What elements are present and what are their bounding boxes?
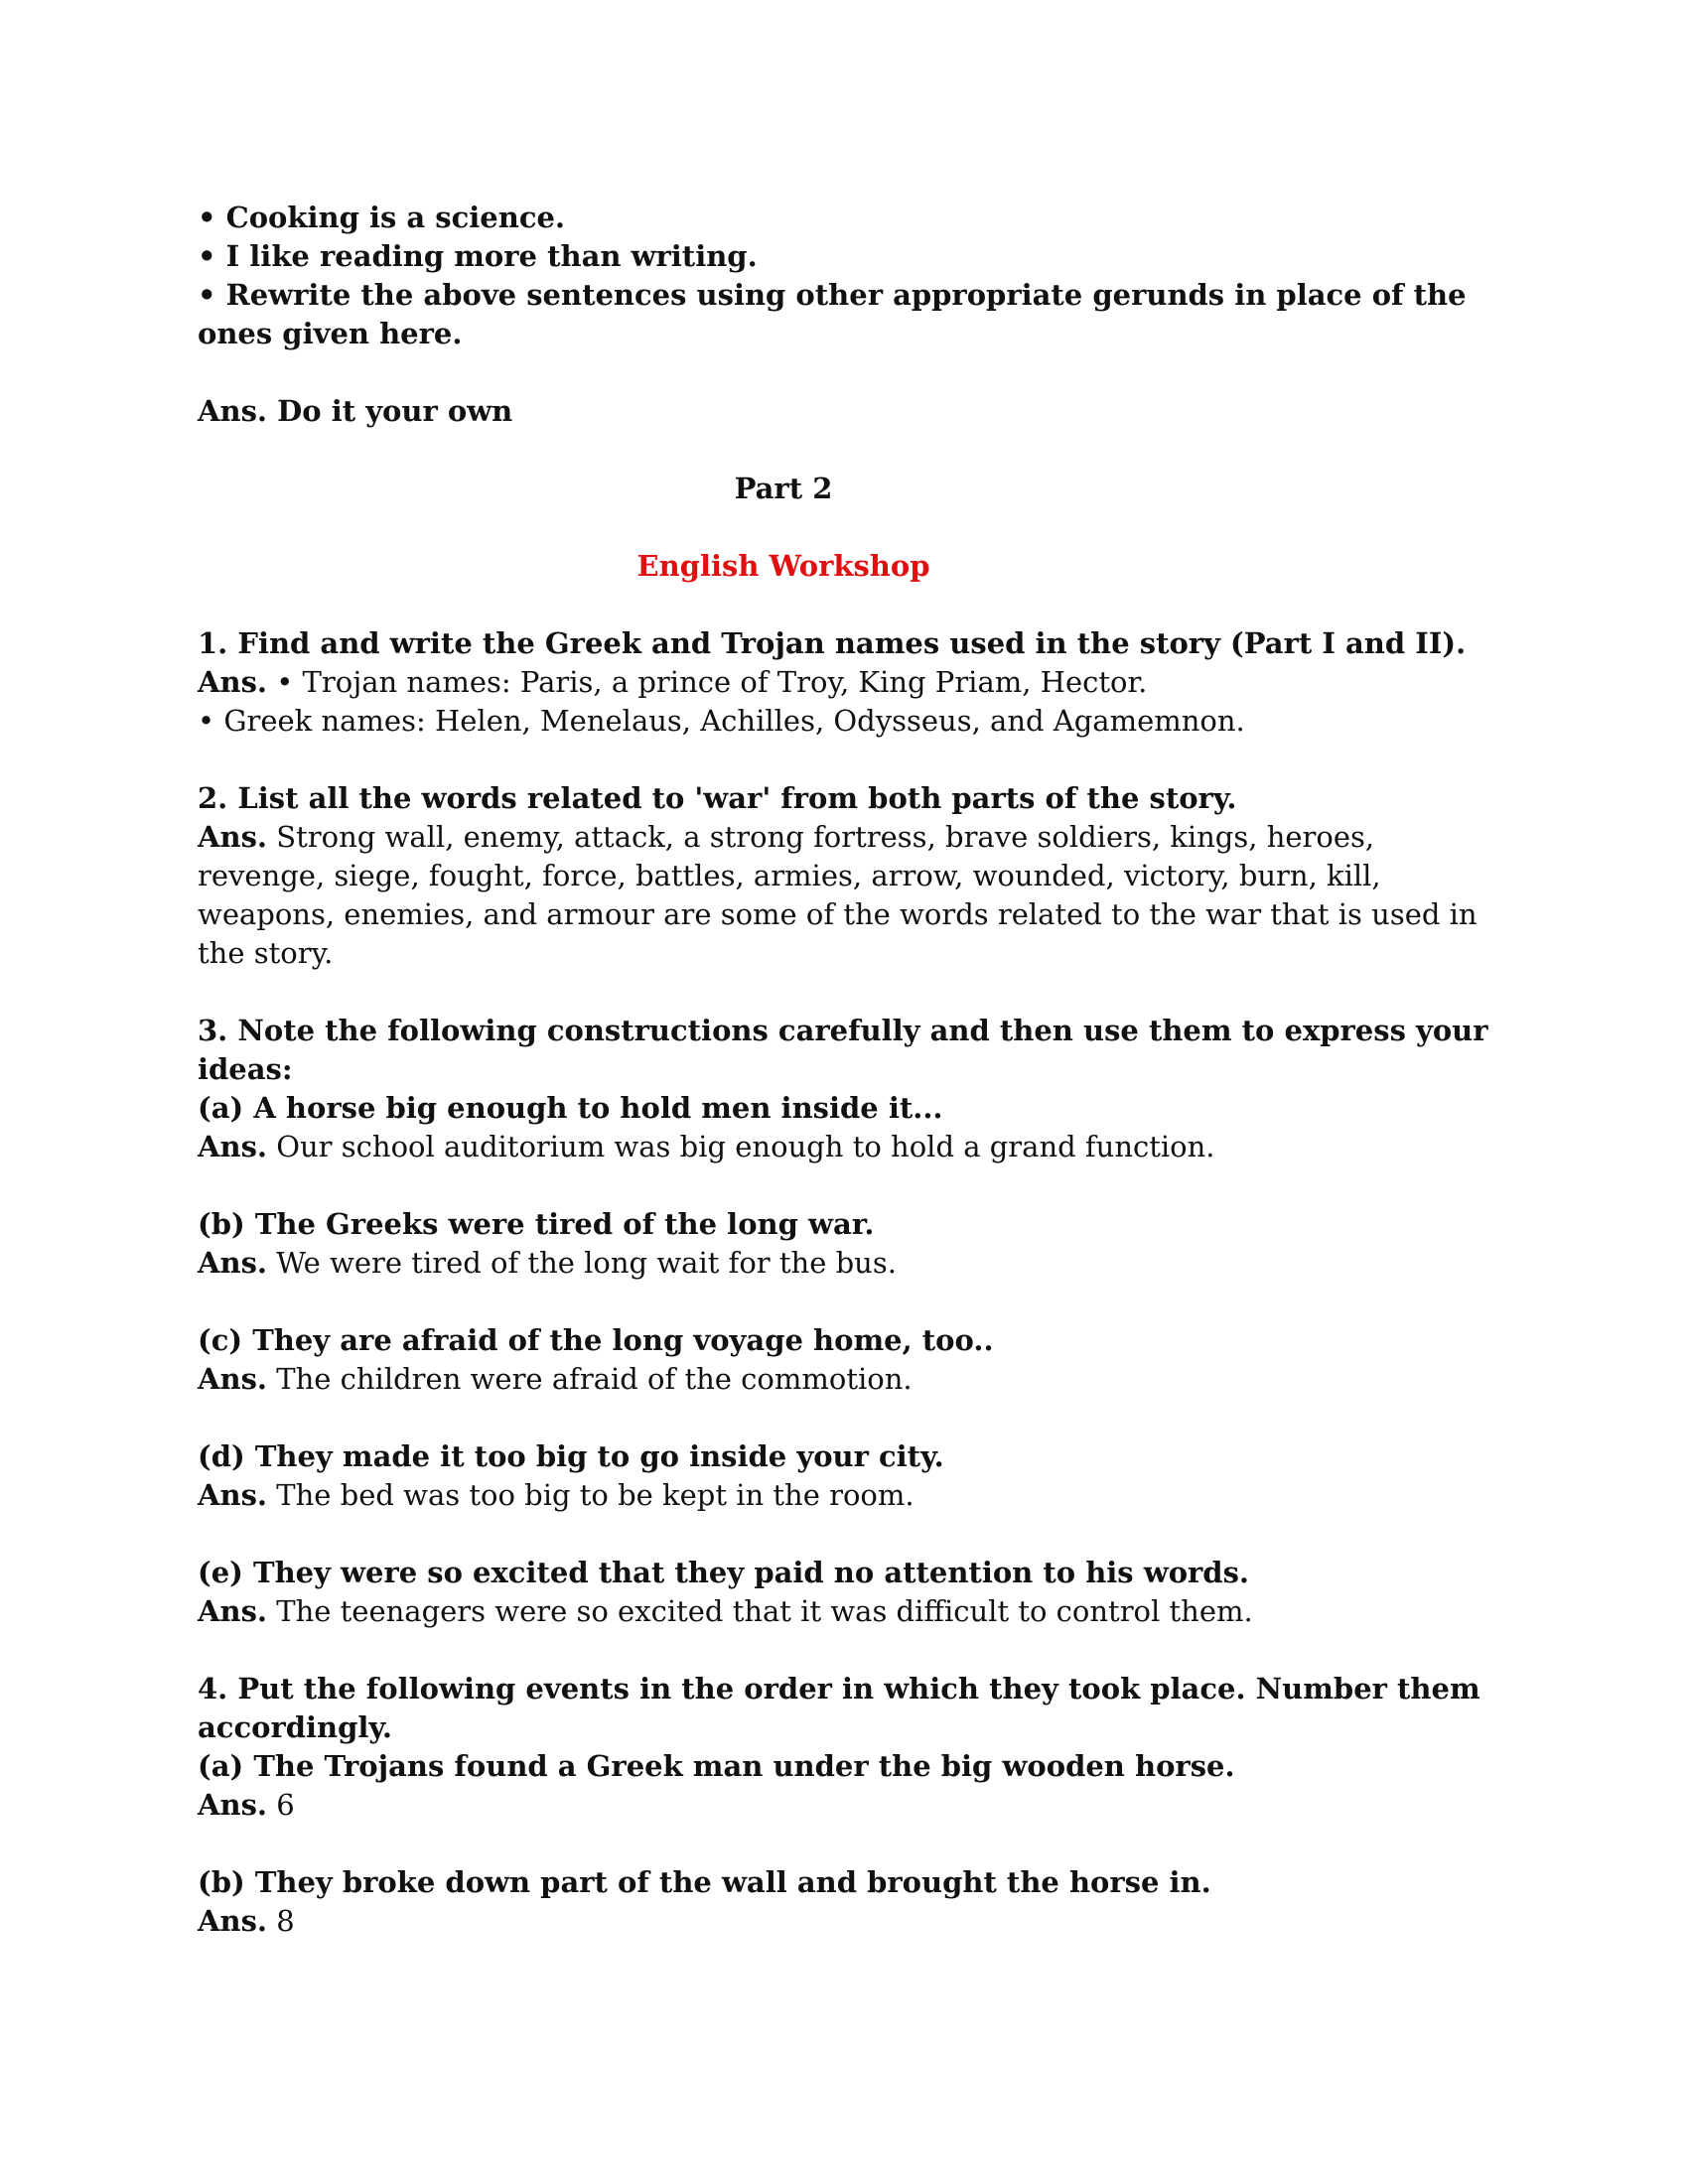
q2-question: 2. List all the words related to 'war' from both parts of the story. (198, 781, 1237, 815)
q3-answer-a: Ans. Our school auditorium was big enough to hold a grand function. (198, 1130, 1215, 1163)
ans-label: Ans. (198, 1362, 268, 1396)
q4-answer-a: Ans. 6 (198, 1788, 295, 1822)
document-body (198, 199, 1488, 1941)
q4-prompt-a: (a) The Trojans found a Greek man under the big wooden horse. (198, 1749, 1235, 1783)
part-heading: Part 2 (734, 472, 833, 505)
intro-answer: Ans. Do it your own (198, 394, 513, 428)
ans-label: Ans. (198, 820, 268, 854)
ans-label: Ans. (198, 1594, 268, 1628)
q1-question: 1. Find and write the Greek and Trojan names used in the story (Part I and II). (198, 626, 1467, 660)
ans-label: Ans. (198, 1904, 268, 1938)
q3-question: 3. Note the following constructions carefully and then use them to express your ideas: (198, 1014, 1488, 1086)
intro-bullet-3: • Rewrite the above sentences using other appropriate gerunds in place of the ones given here. (198, 278, 1467, 350)
q4-answer-b: Ans. 8 (198, 1904, 295, 1938)
ans-label: Ans. (198, 1478, 268, 1512)
q1-answer-line-1: Ans. • Trojan names: Paris, a prince of Troy, King Priam, Hector. (198, 665, 1148, 699)
q3-prompt-e: (e) They were so excited that they paid no attention to his words. (198, 1556, 1250, 1589)
q3-answer-c: Ans. The children were afraid of the commotion. (198, 1362, 913, 1396)
q2-answer: Ans. Strong wall, enemy, attack, a strong fortress, brave soldiers, kings, heroes, revenge, siege, fought, force, battles, armies, arrow, wounded, victory, burn, kill, weapons, enemies, and armour are some of the words related to the war that is used in the story. (198, 820, 1477, 970)
q3-answer-b: Ans. We were tired of the long wait for the bus. (198, 1246, 897, 1280)
ans-label: Ans. (198, 1130, 268, 1163)
q3-prompt-b: (b) The Greeks were tired of the long war. (198, 1207, 875, 1241)
ans-label: Ans. (198, 665, 268, 699)
q4-prompt-b: (b) They broke down part of the wall and brought the horse in. (198, 1865, 1211, 1899)
q3-answer-e: Ans. The teenagers were so excited that it was difficult to control them. (198, 1594, 1253, 1628)
ans-label: Ans. (198, 1788, 268, 1822)
q3-prompt-c: (c) They are afraid of the long voyage home, too.. (198, 1323, 994, 1357)
q3-prompt-a: (a) A horse big enough to hold men inside it... (198, 1091, 943, 1125)
q4-question: 4. Put the following events in the order in which they took place. Number them accordingly. (198, 1672, 1480, 1744)
intro-bullet-2: • I like reading more than writing. (198, 239, 758, 273)
ans-label: Ans. (198, 1246, 268, 1280)
intro-bullet-1: • Cooking is a science. (198, 201, 566, 234)
workshop-heading: English Workshop (636, 549, 930, 583)
q3-answer-d: Ans. The bed was too big to be kept in the room. (198, 1478, 914, 1512)
q3-prompt-d: (d) They made it too big to go inside your city. (198, 1439, 944, 1473)
q1-answer-line-2: • Greek names: Helen, Menelaus, Achilles, Odysseus, and Agamemnon. (198, 704, 1245, 738)
